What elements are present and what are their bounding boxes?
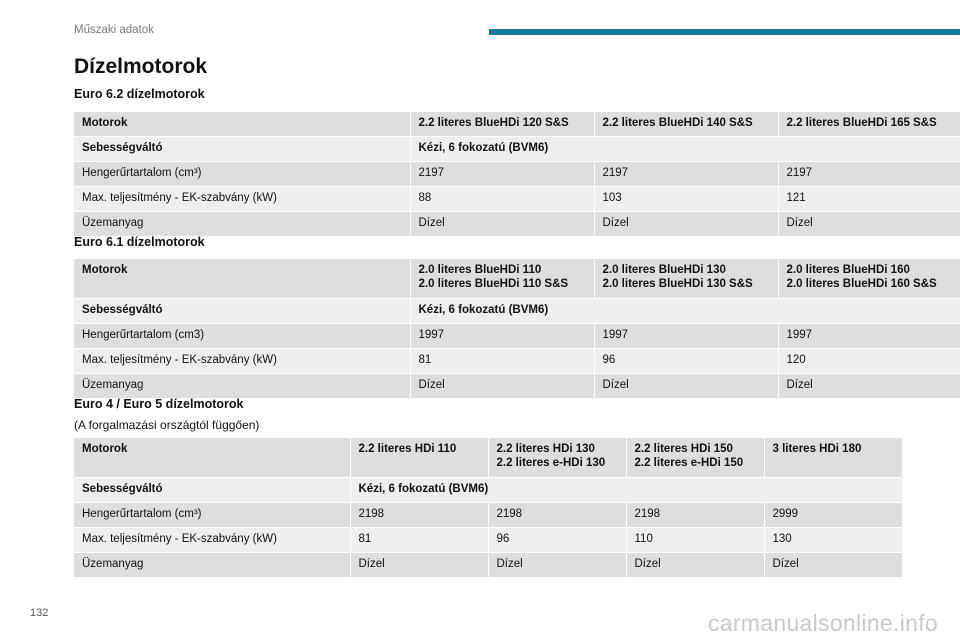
row-label-cell: Üzemanyag [74, 212, 410, 237]
row-value-cell: Dízel [410, 212, 594, 237]
row-value-cell: 1997 [594, 324, 778, 349]
row-value-cell: Dízel [488, 553, 626, 578]
spec-table-euro-6-2 [74, 111, 960, 237]
row-value-cell: 2999 [764, 503, 902, 528]
row-value-cell: 81 [410, 349, 594, 374]
table-row [74, 503, 902, 528]
engine-header-cell [350, 438, 488, 478]
table-row [74, 187, 960, 212]
row-label-cell: Üzemanyag [74, 553, 350, 578]
engine-header-cell [764, 438, 902, 478]
table-row [74, 349, 960, 374]
header-label-cell [74, 438, 350, 478]
gearbox-value-cell: Kézi, 6 fokozatú (BVM6) [410, 137, 960, 162]
row-value-cell: 2198 [488, 503, 626, 528]
watermark: carmanualsonline.info [707, 610, 938, 636]
row-value-cell: 2197 [410, 162, 594, 187]
engine-name-line: Motorok [82, 264, 128, 276]
row-value-cell: 96 [488, 528, 626, 553]
engine-name-line: 2.2 literes e-HDi 150 [634, 457, 744, 469]
engine-name-line: 2.2 literes HDi 130 [496, 443, 595, 455]
header-label-cell [74, 112, 410, 137]
gearbox-row [74, 299, 960, 324]
row-label-cell: Hengerűrtartalom (cm³) [74, 162, 410, 187]
header-section-label: Műszaki adatok [74, 24, 154, 36]
gearbox-label-cell: Sebességváltó [74, 299, 410, 324]
row-value-cell: Dízel [594, 212, 778, 237]
engine-header-cell [778, 259, 960, 299]
engine-name-line: 2.0 literes BlueHDi 130 S&S [602, 278, 753, 290]
section-title-euro-6-2: Euro 6.2 dízelmotorok [74, 87, 205, 101]
engine-name-line: Motorok [82, 117, 128, 129]
row-label-cell: Üzemanyag [74, 374, 410, 399]
row-value-cell: 1997 [410, 324, 594, 349]
engine-name-line: 2.2 literes HDi 150 [634, 443, 733, 455]
engine-name-line: 2.2 literes HDi 110 [358, 443, 457, 455]
row-value-cell: 121 [778, 187, 960, 212]
section-title-euro-4-5: Euro 4 / Euro 5 dízelmotorok [74, 397, 244, 411]
row-value-cell: 2198 [626, 503, 764, 528]
table-header-row [74, 438, 902, 478]
row-value-cell: 88 [410, 187, 594, 212]
table-row [74, 553, 902, 578]
table-row [74, 324, 960, 349]
row-label-cell: Max. teljesítmény - EK-szabvány (kW) [74, 528, 350, 553]
row-value-cell: 1997 [778, 324, 960, 349]
row-value-cell: Dízel [350, 553, 488, 578]
row-value-cell: 103 [594, 187, 778, 212]
table-row [74, 374, 960, 399]
engine-name-line: 3 literes HDi 180 [772, 443, 862, 455]
engine-name-line: 2.2 literes BlueHDi 140 S&S [602, 117, 753, 129]
row-value-cell: 130 [764, 528, 902, 553]
row-value-cell: 81 [350, 528, 488, 553]
row-value-cell: Dízel [778, 374, 960, 399]
row-value-cell: 2197 [594, 162, 778, 187]
engine-name-line: 2.0 literes BlueHDi 160 [786, 264, 910, 276]
engine-header-cell [778, 112, 960, 137]
row-value-cell: 120 [778, 349, 960, 374]
row-value-cell: Dízel [594, 374, 778, 399]
table-row [74, 528, 902, 553]
engine-name-line: 2.2 literes BlueHDi 165 S&S [786, 117, 937, 129]
row-value-cell: Dízel [410, 374, 594, 399]
spec-table-euro-6-1 [74, 258, 960, 399]
row-label-cell: Max. teljesítmény - EK-szabvány (kW) [74, 349, 410, 374]
section-note-country: (A forgalmazási országtól függően) [74, 418, 260, 432]
row-value-cell: Dízel [778, 212, 960, 237]
table-header-row [74, 112, 960, 137]
engine-header-cell [594, 112, 778, 137]
row-value-cell: Dízel [764, 553, 902, 578]
engine-name-line: 2.2 literes BlueHDi 120 S&S [418, 117, 569, 129]
gearbox-value-cell: Kézi, 6 fokozatú (BVM6) [410, 299, 960, 324]
header-accent-bar [489, 29, 960, 35]
table-row [74, 212, 960, 237]
table-header-row [74, 259, 960, 299]
row-value-cell: 2198 [350, 503, 488, 528]
engine-header-cell [626, 438, 764, 478]
engine-name-line: 2.2 literes e-HDi 130 [496, 457, 606, 469]
row-label-cell: Hengerűrtartalom (cm³) [74, 503, 350, 528]
section-title-euro-6-1: Euro 6.1 dízelmotorok [74, 235, 205, 249]
gearbox-label-cell: Sebességváltó [74, 137, 410, 162]
row-label-cell: Hengerűrtartalom (cm3) [74, 324, 410, 349]
page-number: 132 [30, 607, 49, 619]
engine-header-cell [594, 259, 778, 299]
engine-header-cell [410, 112, 594, 137]
row-value-cell: Dízel [626, 553, 764, 578]
spec-table-euro-4-5 [74, 437, 902, 578]
page-title: Dízelmotorok [74, 55, 208, 78]
gearbox-value-cell: Kézi, 6 fokozatú (BVM6) [350, 478, 902, 503]
engine-header-cell [410, 259, 594, 299]
gearbox-label-cell: Sebességváltó [74, 478, 350, 503]
row-value-cell: 2197 [778, 162, 960, 187]
engine-name-line: 2.0 literes BlueHDi 110 [418, 264, 542, 276]
row-value-cell: 96 [594, 349, 778, 374]
engine-name-line: Motorok [82, 443, 128, 455]
header-label-cell [74, 259, 410, 299]
engine-header-cell [488, 438, 626, 478]
gearbox-row [74, 478, 902, 503]
row-value-cell: 110 [626, 528, 764, 553]
engine-name-line: 2.0 literes BlueHDi 110 S&S [418, 278, 569, 290]
gearbox-row [74, 137, 960, 162]
table-row [74, 162, 960, 187]
engine-name-line: 2.0 literes BlueHDi 130 [602, 264, 726, 276]
row-label-cell: Max. teljesítmény - EK-szabvány (kW) [74, 187, 410, 212]
engine-name-line: 2.0 literes BlueHDi 160 S&S [786, 278, 937, 290]
